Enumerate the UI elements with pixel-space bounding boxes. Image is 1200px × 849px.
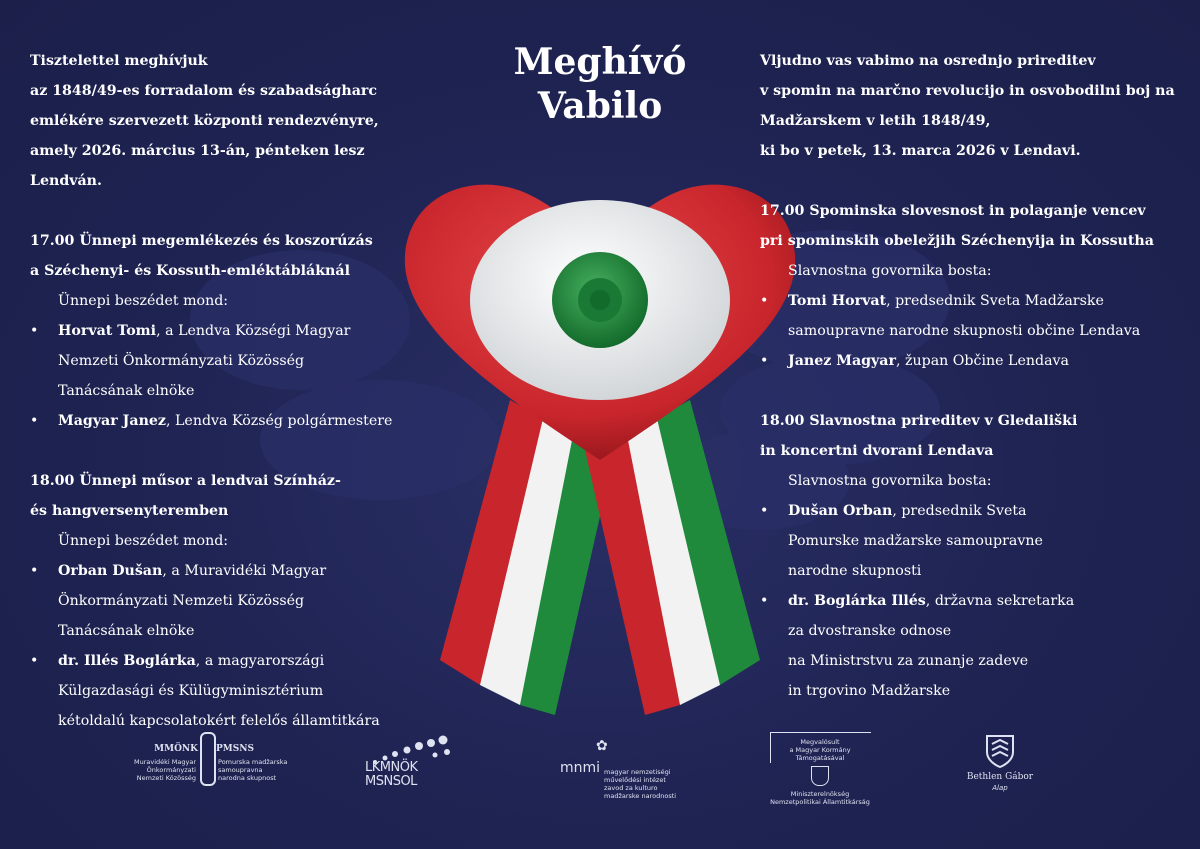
speaker-role-line: kétoldalú kapcsolatokért felelős államtitkára — [58, 713, 380, 729]
speaker-name: Dušan Orban — [788, 503, 893, 519]
heading-line: pri spominskih obeležjih Széchenyija in Kossutha — [760, 233, 1154, 249]
logo-text: MSNSOL — [365, 774, 417, 789]
logo-subline: Nemzeti Közösség — [136, 774, 196, 782]
sl-event1-heading — [760, 196, 1180, 256]
speaker-role-line: Külgazdasági és Külügyminisztérium — [58, 683, 324, 699]
speaker-name: dr. Boglárka Illés — [788, 593, 926, 609]
speaker-role: , a Lendva Községi Magyar — [156, 323, 351, 339]
speaker-role: , državna sekretarka — [925, 593, 1075, 609]
heading-line: a Széchenyi- és Kossuth-emléktábláknál — [30, 263, 350, 279]
logo-subline: Megvalósult — [800, 738, 840, 746]
logo-text: PMSNS — [216, 744, 254, 754]
title-hungarian: Meghívó — [513, 41, 687, 83]
speaker-role-line: za dvostranske odnose — [788, 623, 952, 639]
slovenian-column — [760, 46, 1180, 706]
speaker-role-line: Önkormányzati Nemzeti Közösség — [58, 593, 305, 609]
logo-subline: a Magyar Kormány — [789, 746, 851, 754]
speaker-role-line: in trgovino Madžarske — [788, 683, 951, 699]
logo-subtext — [218, 758, 288, 782]
hu-intro-line: emlékére szervezett központi rendezvényre, — [30, 113, 379, 129]
speaker-role: , predsednik Sveta Madžarske — [886, 293, 1104, 309]
speaker-role-line: na Ministrstvu za zunanje zadeve — [788, 653, 1029, 669]
page-title — [440, 40, 760, 128]
speaker-item — [760, 586, 1180, 616]
speaker-name: dr. Illés Boglárka — [58, 653, 196, 669]
logo-subline: samoupravna — [218, 766, 263, 774]
logo-subline: Muravidéki Magyar — [133, 758, 196, 766]
speaker-name: Janez Magyar — [788, 353, 896, 369]
logo-subline: magyar nemzetiségi — [604, 768, 671, 776]
speaker-name: Horvat Tomi — [58, 323, 157, 339]
speech-label: Slavnostna govornika bosta: — [788, 263, 992, 279]
mnmi-logo — [560, 738, 680, 813]
heading-line: 17.00 Ünnepi megemlékezés és koszorúzás — [30, 233, 373, 249]
torch-icon — [200, 732, 216, 786]
speech-label: Slavnostna govornika bosta: — [788, 473, 992, 489]
speaker-role-line: Nemzeti Önkormányzati Közösség — [58, 353, 305, 369]
logo-subtext — [604, 768, 680, 800]
heading-line: 18.00 Slavnostna prireditev v Gledališki — [760, 413, 1078, 429]
speaker-role: , predsednik Sveta — [892, 503, 1027, 519]
speech-label: Ünnepi beszédet mond: — [58, 293, 229, 309]
logo-subline: Alap — [992, 784, 1008, 792]
speaker-item — [760, 496, 1180, 526]
logo-text: LKMNÖK — [365, 760, 418, 775]
heading-line: in koncertni dvorani Lendava — [760, 443, 994, 459]
sl-intro-line: v spomin na marčno revolucijo in osvobodilni boj na — [760, 83, 1175, 99]
logo-subtext — [770, 738, 870, 762]
sl-event2-heading — [760, 406, 1180, 466]
flower-icon: ✿ — [596, 738, 608, 754]
logo-text: mnmi — [560, 760, 601, 776]
speaker-role: , župan Občine Lendava — [895, 353, 1070, 369]
logo-subline: narodna skupnost — [218, 774, 277, 782]
speaker-role: , Lendva Község polgármestere — [165, 413, 393, 429]
speaker-role: , a Muravidéki Magyar — [162, 563, 327, 579]
logo-subline: művelődési intézet — [604, 776, 666, 784]
heading-line: 18.00 Ünnepi műsor a lendvai Színház- — [30, 473, 341, 489]
cockade-green-center — [552, 252, 648, 348]
sl-intro-line: Vljudno vas vabimo na osrednjo prireditev — [760, 53, 1096, 69]
sponsor-logos — [0, 728, 1200, 838]
lkmnok-logo — [355, 728, 465, 808]
logo-subline: zavod za kulturo — [604, 784, 658, 792]
logo-text: Bethlen Gábor — [966, 772, 1034, 782]
speech-label: Ünnepi beszédet mond: — [58, 533, 229, 549]
speaker-role-line: Tanácsának elnöke — [58, 383, 195, 399]
hu-intro-line: az 1848/49-es forradalom és szabadságharc — [30, 83, 378, 99]
speaker-role-line: Pomurske madžarske samoupravne — [788, 533, 1043, 549]
logo-subline: Támogatásával — [795, 754, 845, 762]
heading-line: 17.00 Spominska slovesnost in polaganje vencev — [760, 203, 1146, 219]
sl-intro — [760, 46, 1180, 166]
speaker-item — [760, 286, 1180, 316]
heading-line: és hangversenyteremben — [30, 503, 229, 519]
logo-subtext — [128, 758, 196, 782]
title-slovenian: Vabilo — [537, 85, 663, 127]
speaker-role-line: samoupravne narodne skupnosti občine Lendava — [788, 323, 1141, 339]
speaker-name: Magyar Janez — [58, 413, 166, 429]
logo-subline: Önkormányzati — [146, 766, 196, 774]
logo-subline: Pomurska madžarska — [218, 758, 288, 766]
speaker-item — [760, 346, 1180, 376]
shield-icon — [985, 734, 1015, 768]
logo-subline: madžarske narodnosti — [604, 792, 677, 800]
hu-intro-line: amely 2026. március 13-án, pénteken lesz Lendván. — [30, 143, 365, 189]
bethlen-logo — [955, 734, 1045, 804]
ministry-logo — [770, 732, 870, 808]
hu-intro-line: Tisztelettel meghívjuk — [30, 53, 208, 69]
speaker-name: Tomi Horvat — [788, 293, 887, 309]
speaker-role-line: Tanácsának elnöke — [58, 623, 195, 639]
speaker-name: Orban Dušan — [58, 563, 163, 579]
sl-intro-line: Madžarskem v letih 1848/49, — [760, 113, 991, 129]
sl-intro-line: ki bo v petek, 13. marca 2026 v Lendavi. — [760, 143, 1081, 159]
logo-subline: Miniszterelnökség Nemzetpolitikai Államtitkárság — [770, 790, 870, 806]
coat-of-arms-icon — [811, 766, 829, 786]
speaker-role: , a magyarországi — [195, 653, 325, 669]
logo-text: MMÖNK — [154, 744, 198, 754]
speaker-role-line: narodne skupnosti — [788, 563, 922, 579]
mmonk-logo — [128, 730, 288, 810]
